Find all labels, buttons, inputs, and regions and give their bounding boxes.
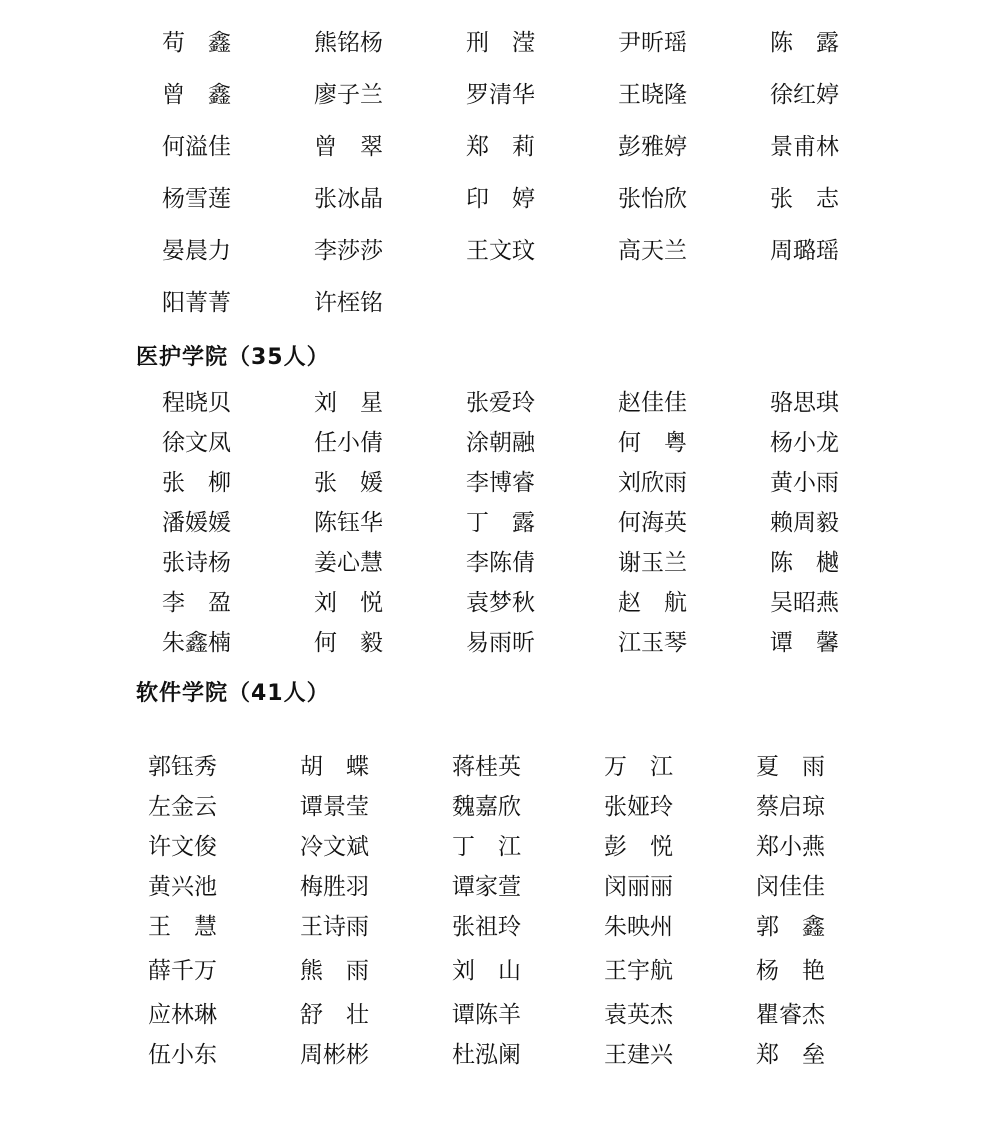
student-name: 苟 鑫 [162, 30, 231, 56]
student-name: 胡 蝶 [300, 754, 369, 780]
section-heading-medical-college: 医护学院（35人） [136, 345, 330, 370]
student-name: 印 婷 [466, 186, 535, 212]
student-name: 熊 雨 [300, 958, 369, 984]
student-name: 张 媛 [314, 470, 383, 496]
student-name: 何 毅 [314, 630, 383, 656]
student-name: 曾 鑫 [162, 82, 231, 108]
student-name: 彭 悦 [604, 834, 673, 860]
student-name: 谭陈羊 [452, 1002, 521, 1028]
student-name: 姜心慧 [314, 550, 383, 576]
student-name: 张娅玲 [604, 794, 673, 820]
student-name: 朱映州 [604, 914, 673, 940]
student-name: 许文俊 [148, 834, 217, 860]
student-name: 蒋桂英 [452, 754, 521, 780]
student-name: 赵佳佳 [618, 390, 687, 416]
student-name: 刘 悦 [314, 590, 383, 616]
student-name: 闵丽丽 [604, 874, 673, 900]
student-name: 何溢佳 [162, 134, 231, 160]
student-name: 张冰晶 [314, 186, 383, 212]
student-name: 许桎铭 [314, 290, 383, 316]
student-name: 冷文斌 [300, 834, 369, 860]
student-name: 郑 莉 [466, 134, 535, 160]
student-name: 谭景莹 [300, 794, 369, 820]
student-name: 李博睿 [466, 470, 535, 496]
student-name: 尹昕瑶 [618, 30, 687, 56]
student-name: 黄小雨 [770, 470, 839, 496]
student-name: 易雨昕 [466, 630, 535, 656]
student-name: 徐文凤 [162, 430, 231, 456]
student-name: 杨小龙 [770, 430, 839, 456]
student-name: 徐红婷 [770, 82, 839, 108]
student-name: 夏 雨 [756, 754, 825, 780]
student-name: 闵佳佳 [756, 874, 825, 900]
student-name: 何 粤 [618, 430, 687, 456]
student-name: 赵 航 [618, 590, 687, 616]
student-name: 谢玉兰 [618, 550, 687, 576]
student-name: 晏晨力 [162, 238, 231, 264]
student-name: 袁梦秋 [466, 590, 535, 616]
student-name: 潘媛媛 [162, 510, 231, 536]
student-name: 张爱玲 [466, 390, 535, 416]
student-name: 王 慧 [148, 914, 217, 940]
student-name: 郑 垒 [756, 1042, 825, 1068]
student-name: 涂朝融 [466, 430, 535, 456]
student-name: 黄兴池 [148, 874, 217, 900]
student-name: 景甫林 [770, 134, 839, 160]
student-name: 杜泓阑 [452, 1042, 521, 1068]
student-name: 程晓贝 [162, 390, 231, 416]
student-name: 李莎莎 [314, 238, 383, 264]
student-name: 张祖玲 [452, 914, 521, 940]
student-name: 陈钰华 [314, 510, 383, 536]
student-name: 廖子兰 [314, 82, 383, 108]
student-name: 曾 翠 [314, 134, 383, 160]
student-name: 张 柳 [162, 470, 231, 496]
student-name: 郭 鑫 [756, 914, 825, 940]
student-name: 王文玟 [466, 238, 535, 264]
student-name: 高天兰 [618, 238, 687, 264]
student-name: 陈 樾 [770, 550, 839, 576]
student-name: 魏嘉欣 [452, 794, 521, 820]
student-name: 谭家萱 [452, 874, 521, 900]
student-name: 张怡欣 [618, 186, 687, 212]
student-name: 何海英 [618, 510, 687, 536]
student-name: 郑小燕 [756, 834, 825, 860]
student-name: 彭雅婷 [618, 134, 687, 160]
student-name: 王晓隆 [618, 82, 687, 108]
student-name: 张诗杨 [162, 550, 231, 576]
student-name: 万 江 [604, 754, 673, 780]
student-name: 张 志 [770, 186, 839, 212]
student-name: 郭钰秀 [148, 754, 217, 780]
student-name: 蔡启琼 [756, 794, 825, 820]
student-name: 舒 壮 [300, 1002, 369, 1028]
student-name: 应林琳 [148, 1002, 217, 1028]
student-name: 刘 山 [452, 958, 521, 984]
student-name: 王宇航 [604, 958, 673, 984]
student-name: 谭 馨 [770, 630, 839, 656]
student-name: 杨雪莲 [162, 186, 231, 212]
student-name: 王建兴 [604, 1042, 673, 1068]
student-name: 刘 星 [314, 390, 383, 416]
student-name: 刑 滢 [466, 30, 535, 56]
student-name: 刘欣雨 [618, 470, 687, 496]
student-name: 左金云 [148, 794, 217, 820]
section-heading-software-college: 软件学院（41人） [136, 681, 330, 706]
student-name: 周璐瑶 [770, 238, 839, 264]
student-name: 赖周毅 [770, 510, 839, 536]
student-name: 瞿睿杰 [756, 1002, 825, 1028]
student-name: 任小倩 [314, 430, 383, 456]
student-name: 丁 江 [452, 834, 521, 860]
student-name: 王诗雨 [300, 914, 369, 940]
student-name: 骆思琪 [770, 390, 839, 416]
student-name: 朱鑫楠 [162, 630, 231, 656]
student-name: 周彬彬 [300, 1042, 369, 1068]
student-name: 阳菁菁 [162, 290, 231, 316]
student-name: 吴昭燕 [770, 590, 839, 616]
student-name: 杨 艳 [756, 958, 825, 984]
student-name: 陈 露 [770, 30, 839, 56]
student-name: 丁 露 [466, 510, 535, 536]
student-name: 李 盈 [162, 590, 231, 616]
student-name: 李陈倩 [466, 550, 535, 576]
student-name: 伍小东 [148, 1042, 217, 1068]
student-name: 熊铭杨 [314, 30, 383, 56]
student-name: 江玉琴 [618, 630, 687, 656]
student-name: 梅胜羽 [300, 874, 369, 900]
student-name: 袁英杰 [604, 1002, 673, 1028]
student-name: 薛千万 [148, 958, 217, 984]
student-name: 罗清华 [466, 82, 535, 108]
